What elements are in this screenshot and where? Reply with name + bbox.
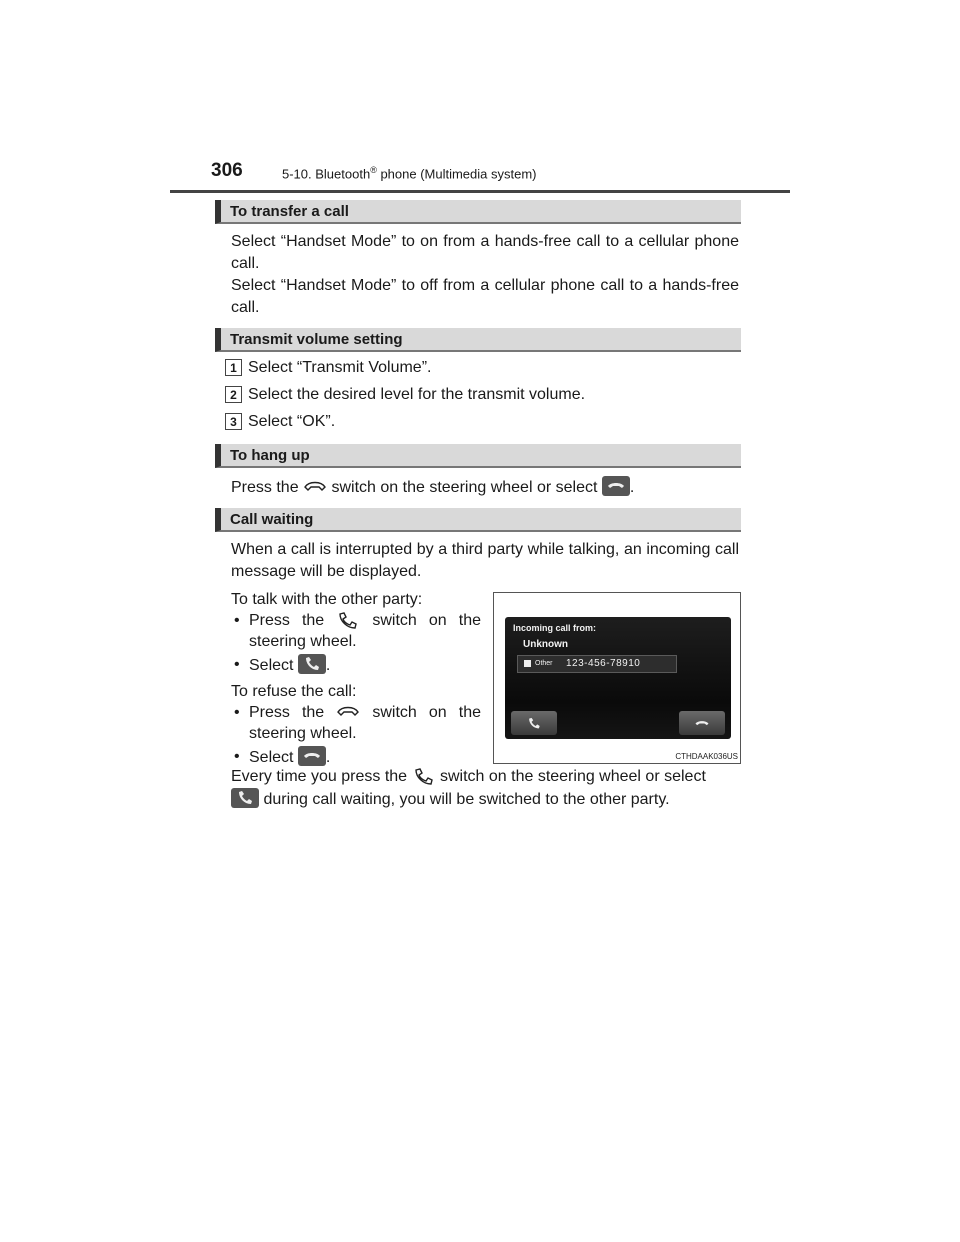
- hangup-text: Press the switch on the steering wheel or select .: [231, 476, 739, 499]
- phone-hangup-icon: [336, 703, 360, 721]
- number-type-label: Other: [535, 660, 553, 667]
- phone-pickup-icon: [336, 611, 360, 629]
- step-number: 2: [225, 386, 242, 403]
- decline-button: [679, 711, 725, 735]
- step-3: 3 Select “OK”.: [225, 412, 335, 432]
- answer-button: [511, 711, 557, 735]
- section-title: 5-10. Bluetooth® phone (Multimedia system): [282, 165, 537, 182]
- image-code: CTHDAAK036US: [675, 752, 738, 761]
- call-waiting-instructions: [231, 589, 481, 768]
- screen-title: Incoming call from:: [513, 623, 597, 633]
- refuse-press: • Press the switch on the steering wheel.: [231, 702, 481, 744]
- step-2: 2 Select the desired level for the transmit volume.: [225, 385, 585, 405]
- caller-name: Unknown: [523, 639, 568, 650]
- caller-number-row: [517, 655, 677, 673]
- phone-hangup-icon: [693, 717, 711, 730]
- refuse-label: To refuse the call:: [231, 683, 357, 700]
- step-number: 1: [225, 359, 242, 376]
- pickup-button-icon: [298, 654, 326, 674]
- hangup-button-icon: [298, 746, 326, 766]
- talk-select: • Select .: [231, 654, 481, 676]
- heading-hang-up: To hang up: [215, 444, 741, 468]
- phone-pickup-icon: [525, 717, 543, 730]
- hangup-button-icon: [602, 476, 630, 496]
- phone-number: 123-456-78910: [566, 658, 641, 669]
- pickup-button-icon: [231, 788, 259, 808]
- page-number: 306: [211, 160, 243, 181]
- call-waiting-final: Every time you press the switch on the steering wheel or select during call waiting, you will be switched to the other party.: [231, 768, 706, 808]
- page-header: [170, 158, 790, 193]
- transfer-line-1: Select “Handset Mode” to on from a hands-free call to a cellular phone call.: [231, 233, 739, 272]
- heading-transmit-volume: Transmit volume setting: [215, 328, 741, 352]
- step-number: 3: [225, 413, 242, 430]
- checkbox-icon: [524, 660, 531, 667]
- refuse-select: • Select .: [231, 746, 481, 768]
- incoming-call-screenshot: [493, 592, 741, 764]
- phone-pickup-icon: [412, 767, 436, 785]
- talk-label: To talk with the other party:: [231, 591, 423, 608]
- phone-hangup-icon: [303, 478, 327, 496]
- step-1: 1 Select “Transmit Volume”.: [225, 358, 431, 378]
- display-screen: [505, 617, 731, 739]
- heading-call-waiting: Call waiting: [215, 508, 741, 532]
- call-waiting-intro: When a call is interrupted by a third party while talking, an incoming call message will be displayed.: [231, 541, 739, 580]
- transfer-line-2: Select “Handset Mode” to off from a cellular phone call to a hands-free call.: [231, 277, 739, 316]
- heading-transfer-call: To transfer a call: [215, 200, 741, 224]
- talk-press: • Press the switch on the steering wheel.: [231, 610, 481, 652]
- transfer-text: [231, 231, 739, 319]
